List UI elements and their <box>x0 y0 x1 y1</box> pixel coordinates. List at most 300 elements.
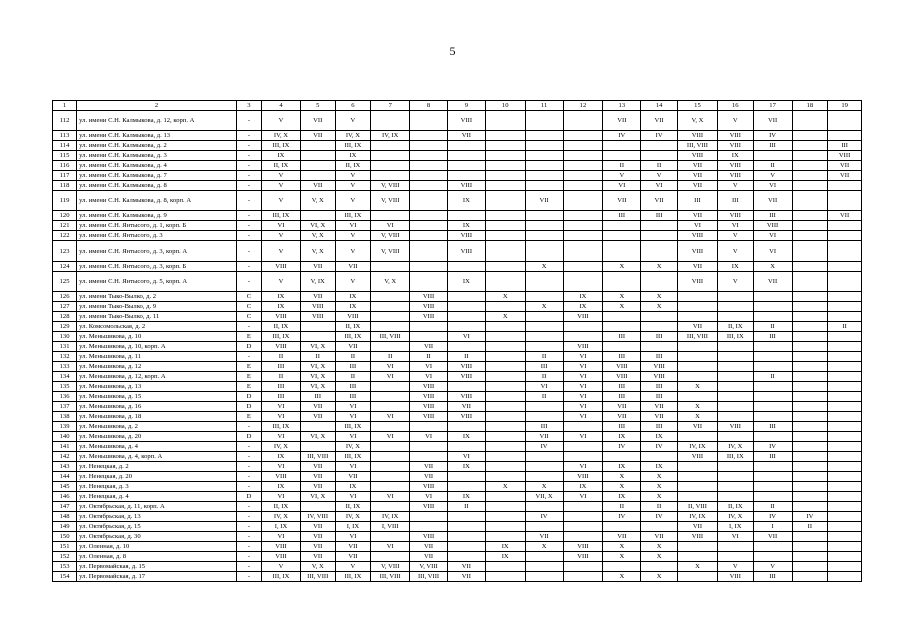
table-cell <box>792 241 828 262</box>
table-cell: X <box>485 312 525 322</box>
table-cell <box>828 552 862 562</box>
table-cell: VI <box>371 492 410 502</box>
table-cell <box>485 492 525 502</box>
address-cell: ул. имени С.Н. Калмыкова, д. 12, корп. А <box>77 111 237 131</box>
table-cell: - <box>236 562 261 572</box>
table-cell <box>525 272 563 292</box>
table-row <box>53 352 862 362</box>
table-cell: VI <box>262 402 301 412</box>
table-cell: VIII <box>262 262 301 272</box>
table-row <box>53 472 862 482</box>
table-cell: III, VIII <box>371 332 410 342</box>
table-cell <box>410 422 448 432</box>
table-cell: II <box>335 352 371 362</box>
table-cell <box>371 161 410 171</box>
table-cell: II <box>641 502 678 512</box>
table-cell: X <box>525 482 563 492</box>
table-cell: E <box>236 362 261 372</box>
table-cell: IX <box>717 151 753 161</box>
table-cell <box>828 332 862 342</box>
table-row <box>53 562 862 572</box>
table-cell <box>828 402 862 412</box>
table-cell: II <box>447 352 485 362</box>
table-cell <box>371 262 410 272</box>
table-cell: VIII <box>641 372 678 382</box>
row-number: 129 <box>53 322 77 332</box>
table-cell: - <box>236 211 261 221</box>
table-cell: VII <box>410 472 448 482</box>
row-number: 135 <box>53 382 77 392</box>
table-cell <box>753 302 792 312</box>
table-cell: I, VIII <box>371 522 410 532</box>
table-cell <box>410 221 448 231</box>
table-cell <box>563 562 603 572</box>
table-cell <box>792 422 828 432</box>
table-cell: V <box>335 111 371 131</box>
table-cell <box>717 412 753 422</box>
table-cell: VII <box>300 131 335 141</box>
table-cell: V <box>262 241 301 262</box>
table-cell <box>563 272 603 292</box>
address-cell: ул. имени С.Н. Калмыкова, д. 13 <box>77 131 237 141</box>
table-cell <box>563 522 603 532</box>
table-cell: VII <box>300 402 335 412</box>
table-cell: X <box>525 542 563 552</box>
table-cell: X <box>678 562 718 572</box>
address-cell: ул. имени С.Н. Янтысого, д. 1, корп. Б <box>77 221 237 231</box>
table-cell: V <box>335 562 371 572</box>
table-cell: X <box>525 262 563 272</box>
table-cell: VIII <box>410 502 448 512</box>
column-header: 4 <box>262 101 301 111</box>
table-cell: V, IX <box>300 272 335 292</box>
table-cell: VIII <box>300 312 335 322</box>
table-cell <box>828 542 862 552</box>
table-cell: II <box>828 322 862 332</box>
table-cell: IV <box>603 512 641 522</box>
table-cell <box>792 452 828 462</box>
table-cell: VII <box>410 552 448 562</box>
row-number: 150 <box>53 532 77 542</box>
table-cell <box>641 342 678 352</box>
table-cell <box>753 402 792 412</box>
table-cell <box>603 141 641 151</box>
table-cell <box>371 442 410 452</box>
table-cell: III, IX <box>262 572 301 582</box>
table-cell: IX <box>262 302 301 312</box>
table-cell <box>485 522 525 532</box>
table-cell: III, IX <box>262 332 301 342</box>
table-cell: VII <box>300 472 335 482</box>
table-cell <box>371 482 410 492</box>
table-cell <box>717 552 753 562</box>
table-cell <box>641 141 678 151</box>
table-cell: II <box>262 352 301 362</box>
table-cell <box>447 532 485 542</box>
table-cell <box>447 552 485 562</box>
table-row <box>53 181 862 191</box>
table-cell: VI <box>262 221 301 231</box>
table-cell: V <box>717 111 753 131</box>
table-cell: X <box>485 482 525 492</box>
row-number: 152 <box>53 552 77 562</box>
row-number: 133 <box>53 362 77 372</box>
table-cell <box>300 211 335 221</box>
table-cell: VI <box>371 362 410 372</box>
address-cell: ул. имени С.Н. Янтысого, д. 5, корп. А <box>77 272 237 292</box>
table-cell <box>410 131 448 141</box>
table-cell <box>447 171 485 181</box>
table-cell: IX <box>563 482 603 492</box>
table-row <box>53 502 862 512</box>
table-cell <box>678 462 718 472</box>
table-cell: VII <box>603 412 641 422</box>
table-cell: VII <box>300 412 335 422</box>
table-cell: VI, X <box>300 372 335 382</box>
address-cell: ул. Оленная, д. 10 <box>77 542 237 552</box>
table-cell <box>485 382 525 392</box>
table-cell: II <box>410 352 448 362</box>
table-cell <box>525 462 563 472</box>
table-cell: III, IX <box>335 422 371 432</box>
table-cell: VII <box>828 211 862 221</box>
table-cell: VII <box>828 161 862 171</box>
table-cell: VII <box>335 552 371 562</box>
table-cell: VIII <box>262 312 301 322</box>
row-number: 123 <box>53 241 77 262</box>
table-cell <box>753 432 792 442</box>
table-cell: VII <box>300 532 335 542</box>
table-cell <box>525 402 563 412</box>
table-cell <box>371 502 410 512</box>
table-cell <box>792 412 828 422</box>
table-cell <box>753 552 792 562</box>
table-cell <box>828 442 862 452</box>
column-header: 8 <box>410 101 448 111</box>
table-cell: IX <box>262 292 301 302</box>
table-cell: E <box>236 382 261 392</box>
table-cell: VI <box>335 412 371 422</box>
address-cell: ул. Октябрьская, д. 15 <box>77 522 237 532</box>
table-cell <box>641 231 678 241</box>
table-cell <box>753 392 792 402</box>
table-cell <box>641 151 678 161</box>
table-cell: IV <box>753 131 792 141</box>
table-cell: VI <box>753 241 792 262</box>
table-cell: - <box>236 522 261 532</box>
table-cell <box>485 111 525 131</box>
table-cell <box>603 151 641 161</box>
table-cell: II <box>753 372 792 382</box>
address-cell: ул. Первомайская, д. 17 <box>77 572 237 582</box>
table-cell <box>792 362 828 372</box>
table-cell <box>563 422 603 432</box>
table-cell: II <box>753 502 792 512</box>
table-cell: D <box>236 432 261 442</box>
row-number: 143 <box>53 462 77 472</box>
table-cell: VIII <box>447 372 485 382</box>
table-cell: - <box>236 151 261 161</box>
table-cell <box>603 342 641 352</box>
table-cell: VIII <box>447 362 485 372</box>
table-cell: IX <box>641 432 678 442</box>
table-cell <box>485 302 525 312</box>
table-cell: IX <box>563 302 603 312</box>
table-cell <box>792 562 828 572</box>
row-number: 128 <box>53 312 77 322</box>
table-cell: II, IX <box>335 502 371 512</box>
table-cell <box>792 552 828 562</box>
table-cell: IV <box>603 442 641 452</box>
table-cell: IV, X <box>335 512 371 522</box>
table-cell: VI <box>335 532 371 542</box>
table-cell <box>525 502 563 512</box>
table-cell: IX <box>447 272 485 292</box>
column-header: 15 <box>678 101 718 111</box>
column-header: 5 <box>300 101 335 111</box>
table-cell <box>828 231 862 241</box>
table-cell <box>410 322 448 332</box>
table-cell: - <box>236 111 261 131</box>
table-cell: II <box>792 522 828 532</box>
table-row <box>53 332 862 342</box>
table-cell <box>641 522 678 532</box>
table-cell <box>563 241 603 262</box>
table-cell: IV <box>641 512 678 522</box>
table-cell: II, IX <box>262 322 301 332</box>
table-cell: III <box>603 392 641 402</box>
table-cell: III <box>335 362 371 372</box>
table-cell: IX <box>563 292 603 302</box>
table-cell: VI <box>335 462 371 472</box>
table-cell: IV, X <box>262 442 301 452</box>
table-cell: VII <box>447 131 485 141</box>
table-cell <box>753 382 792 392</box>
table-row <box>53 392 862 402</box>
table-cell <box>563 572 603 582</box>
table-cell: X <box>641 542 678 552</box>
table-cell: III, VIII <box>300 572 335 582</box>
table-cell <box>792 151 828 161</box>
table-cell: VIII <box>300 302 335 312</box>
table-cell: VII <box>678 422 718 432</box>
table-cell: VII <box>300 482 335 492</box>
table-cell <box>410 161 448 171</box>
table-cell: VII <box>641 412 678 422</box>
table-cell: VI <box>371 542 410 552</box>
row-number: 124 <box>53 262 77 272</box>
table-cell <box>603 241 641 262</box>
table-cell: VIII <box>262 472 301 482</box>
table-cell <box>410 522 448 532</box>
table-cell <box>485 422 525 432</box>
table-cell <box>678 432 718 442</box>
table-cell: VIII <box>410 382 448 392</box>
table-cell <box>828 221 862 231</box>
table-cell <box>525 151 563 161</box>
table-cell: V, X <box>678 111 718 131</box>
table-cell: VIII <box>603 372 641 382</box>
table-cell: VII, X <box>525 492 563 502</box>
table-cell <box>717 462 753 472</box>
table-cell: VIII <box>410 532 448 542</box>
table-cell <box>678 362 718 372</box>
table-cell: VII <box>300 262 335 272</box>
address-cell: ул. имени Тыко-Вылко, д. 11 <box>77 312 237 322</box>
table-cell <box>828 352 862 362</box>
table-cell <box>525 332 563 342</box>
table-cell: VII <box>410 342 448 352</box>
table-cell <box>485 462 525 472</box>
table-cell: III <box>641 392 678 402</box>
table-row <box>53 241 862 262</box>
table-cell: VIII <box>410 402 448 412</box>
table-cell: VII <box>335 542 371 552</box>
table-cell <box>828 342 862 352</box>
table-cell <box>678 312 718 322</box>
table-cell: VIII <box>447 392 485 402</box>
table-cell: VII <box>447 572 485 582</box>
table-row <box>53 462 862 472</box>
table-cell: V <box>753 562 792 572</box>
table-cell: II <box>335 372 371 382</box>
table-cell: IX <box>335 151 371 161</box>
address-cell: ул. имени Тыко-Вылко, д. 9 <box>77 302 237 312</box>
table-cell <box>828 191 862 211</box>
table-cell: VI <box>563 492 603 502</box>
table-cell: VI <box>717 221 753 231</box>
table-cell <box>447 542 485 552</box>
table-cell: - <box>236 221 261 231</box>
table-row <box>53 161 862 171</box>
address-cell: ул. имени С.Н. Янтысого, д. 3 <box>77 231 237 241</box>
table-cell: VI <box>335 432 371 442</box>
table-cell: II <box>447 502 485 512</box>
table-cell: I <box>753 522 792 532</box>
row-number: 130 <box>53 332 77 342</box>
table-cell <box>371 322 410 332</box>
table-cell <box>563 191 603 211</box>
table-cell <box>792 262 828 272</box>
table-cell <box>410 181 448 191</box>
table-row <box>53 512 862 522</box>
table-cell <box>641 241 678 262</box>
row-number: 118 <box>53 181 77 191</box>
table-cell: III, IX <box>717 332 753 342</box>
table-cell <box>792 181 828 191</box>
address-cell: ул. Меньшикова, д. 10, корп. А <box>77 342 237 352</box>
table-cell: VIII <box>447 181 485 191</box>
table-cell: VII <box>603 402 641 412</box>
column-header: 10 <box>485 101 525 111</box>
table-cell: III, IX <box>335 332 371 342</box>
table-cell <box>485 532 525 542</box>
table-cell <box>485 512 525 522</box>
table-cell <box>753 292 792 302</box>
table-cell: V <box>262 272 301 292</box>
table-cell: VI <box>262 492 301 502</box>
table-cell: V, X <box>371 272 410 292</box>
table-cell: C <box>236 302 261 312</box>
table-cell: V <box>262 181 301 191</box>
table-cell: VI <box>753 231 792 241</box>
table-cell: V <box>335 171 371 181</box>
table-row <box>53 432 862 442</box>
table-cell <box>563 322 603 332</box>
table-cell: VIII <box>447 231 485 241</box>
table-cell <box>371 171 410 181</box>
table-cell: E <box>236 332 261 342</box>
table-cell: VII <box>300 292 335 302</box>
table-cell: III <box>603 422 641 432</box>
table-row <box>53 111 862 131</box>
address-cell: ул. Оленная, д. 8 <box>77 552 237 562</box>
table-row <box>53 342 862 352</box>
table-cell: VIII <box>641 362 678 372</box>
table-cell <box>753 352 792 362</box>
table-row <box>53 382 862 392</box>
table-cell <box>485 342 525 352</box>
table-cell: VII <box>410 542 448 552</box>
table-cell: VI <box>447 452 485 462</box>
table-cell: V <box>262 171 301 181</box>
table-cell <box>641 322 678 332</box>
table-cell: III <box>753 141 792 151</box>
table-cell <box>828 502 862 512</box>
table-cell: IV <box>753 442 792 452</box>
table-cell: V, VIII <box>410 562 448 572</box>
table-cell: VI <box>678 221 718 231</box>
table-row <box>53 292 862 302</box>
table-cell: IV <box>641 442 678 452</box>
table-cell <box>603 562 641 572</box>
table-cell: VIII <box>717 141 753 151</box>
schedule-table <box>52 100 862 582</box>
table-cell <box>447 342 485 352</box>
table-cell <box>371 292 410 302</box>
row-number: 131 <box>53 342 77 352</box>
table-cell <box>603 312 641 322</box>
table-row <box>53 231 862 241</box>
table-cell: IX <box>603 492 641 502</box>
table-cell <box>525 171 563 181</box>
table-cell: VI <box>525 382 563 392</box>
table-cell <box>828 452 862 462</box>
table-cell <box>410 111 448 131</box>
table-cell <box>485 362 525 372</box>
table-cell: VII <box>300 552 335 562</box>
table-cell <box>792 161 828 171</box>
table-cell <box>563 532 603 542</box>
table-cell <box>828 432 862 442</box>
table-cell: III <box>300 392 335 402</box>
address-cell: ул. Первомайская, д. 15 <box>77 562 237 572</box>
table-cell: VI, X <box>300 492 335 502</box>
table-cell <box>300 332 335 342</box>
table-cell: VIII <box>410 312 448 322</box>
table-cell <box>828 362 862 372</box>
table-cell: V <box>335 241 371 262</box>
table-cell <box>410 231 448 241</box>
table-cell: VIII <box>262 552 301 562</box>
table-cell: X <box>641 302 678 312</box>
table-cell: VIII <box>410 412 448 422</box>
table-cell <box>485 241 525 262</box>
table-cell <box>717 292 753 302</box>
table-cell <box>447 302 485 312</box>
table-cell: VIII <box>678 532 718 542</box>
table-cell <box>678 492 718 502</box>
